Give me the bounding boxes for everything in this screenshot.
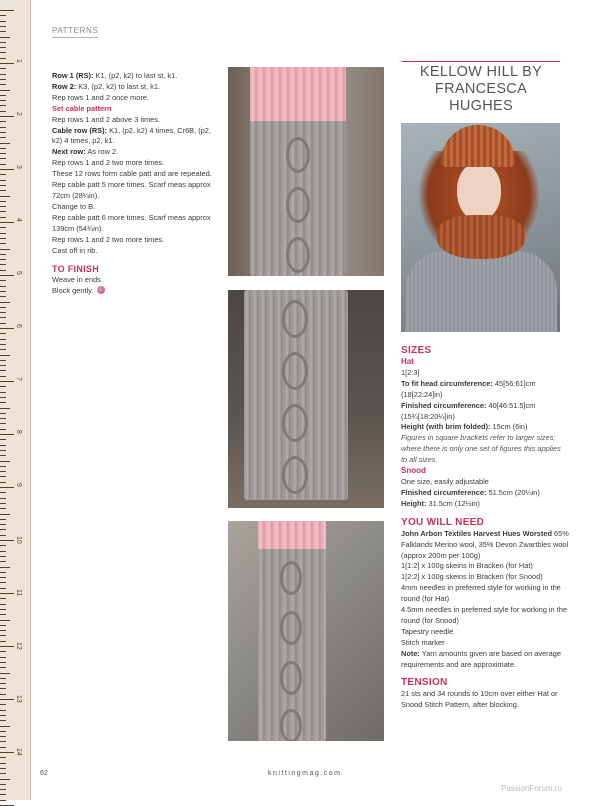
instruction-line: Change to B. — [52, 201, 96, 211]
ruler-tick — [0, 180, 6, 181]
ruler-tick — [0, 540, 14, 541]
ruler-tick — [0, 503, 6, 504]
ruler-tick — [0, 450, 6, 451]
snood-heading: Snood — [401, 466, 426, 476]
ruler-tick — [0, 307, 6, 308]
ruler-tick — [0, 196, 10, 197]
ruler-tick — [0, 731, 6, 732]
ruler-tick — [0, 148, 6, 149]
measuring-ruler — [0, 0, 31, 800]
ruler-tick — [0, 42, 6, 43]
ruler-tick — [0, 190, 6, 191]
ruler-tick — [0, 747, 6, 748]
ruler-tick — [0, 201, 6, 202]
finished-circumference: Finished circumference: 40[46:51.5]cm (15¾[18:20¼]in) — [401, 400, 536, 421]
ruler-number: 8 — [15, 430, 22, 434]
ruler-tick — [0, 47, 6, 48]
ruler-tick — [0, 487, 14, 488]
ruler-tick — [0, 556, 6, 557]
ruler-tick — [0, 137, 6, 138]
row-2: Row 2: K3, (p2, k2) to last st, k1. — [52, 81, 161, 91]
ruler-number: 7 — [15, 377, 22, 381]
ruler-tick — [0, 227, 6, 228]
ruler-tick — [0, 715, 6, 716]
ruler-tick — [0, 132, 6, 133]
ruler-tick — [0, 10, 14, 11]
ruler-tick — [0, 508, 6, 509]
instruction-line: These 12 rows form cable patt and are repeated. — [52, 169, 212, 179]
ruler-tick — [0, 582, 6, 583]
ruler-tick — [0, 121, 6, 122]
pattern-instructions — [52, 71, 222, 297]
ruler-tick — [0, 476, 6, 477]
ruler-tick — [0, 158, 6, 159]
ruler-tick — [0, 662, 6, 663]
ruler-tick — [0, 100, 6, 101]
yarn-note: Note: Yarn amounts given are based on average requirements and are approximate. — [401, 648, 561, 669]
snood-size: One size, easily adjustable — [401, 476, 489, 486]
ruler-tick — [0, 392, 6, 393]
ruler-tick — [0, 482, 6, 483]
ruler-tick — [0, 471, 6, 472]
finish-heading: TO FINISH — [52, 264, 100, 275]
ruler-tick — [0, 688, 6, 689]
tapestry-needle: Tapestry needle — [401, 626, 454, 636]
ruler-tick — [0, 577, 6, 578]
ruler-tick — [0, 264, 6, 265]
ruler-tick — [0, 667, 6, 668]
ruler-tick — [0, 710, 6, 711]
ruler-tick — [0, 233, 6, 234]
ruler-tick — [0, 683, 6, 684]
ruler-tick — [0, 402, 6, 403]
ruler-tick — [0, 763, 6, 764]
ruler-tick — [0, 614, 6, 615]
ruler-tick — [0, 296, 6, 297]
ruler-tick — [0, 275, 14, 276]
ruler-tick — [0, 699, 14, 700]
ruler-tick — [0, 317, 6, 318]
ruler-tick — [0, 254, 6, 255]
ruler-tick — [0, 779, 10, 780]
instruction-line: Rep rows 1 and 2 above 3 times. — [52, 114, 161, 124]
ruler-tick — [0, 21, 6, 22]
ruler-tick — [0, 445, 6, 446]
ruler-tick — [0, 535, 6, 536]
row-1: Row 1 (RS): K1, (p2, k2) to last st, k1. — [52, 71, 178, 80]
ruler-tick — [0, 111, 6, 112]
ruler-tick — [0, 312, 6, 313]
ruler-tick — [0, 439, 6, 440]
ruler-tick — [0, 370, 6, 371]
ruler-tick — [0, 641, 6, 642]
ruler-tick — [0, 429, 6, 430]
ruler-number: 3 — [15, 165, 22, 169]
instruction-line: Cast off in rib. — [52, 245, 98, 255]
ruler-tick — [0, 545, 6, 546]
instruction-line: Rep cable patt 6 more times. Scarf meas approx 139cm (54¾in). — [52, 212, 211, 233]
ruler-tick — [0, 105, 6, 106]
ruler-tick — [0, 757, 6, 758]
ruler-tick — [0, 74, 6, 75]
page-number: 62 — [40, 770, 48, 777]
ruler-tick — [0, 302, 10, 303]
ruler-tick — [0, 524, 6, 525]
ruler-tick — [0, 90, 10, 91]
ruler-tick — [0, 625, 6, 626]
ruler-tick — [0, 344, 6, 345]
ruler-tick — [0, 206, 6, 207]
ruler-tick — [0, 673, 10, 674]
ruler-tick — [0, 784, 6, 785]
ruler-tick — [0, 116, 14, 117]
ruler-tick — [0, 598, 6, 599]
ruler-tick — [0, 588, 6, 589]
sizes-heading: SIZES — [401, 345, 432, 356]
next-row: Next row: As row 2. — [52, 147, 119, 157]
snood-height: Height: 31.5cm (12½in) — [401, 498, 480, 508]
ruler-tick — [0, 360, 6, 361]
head-circumference: To fit head circumference: 45[56:61]cm (18[22:24]in) — [401, 378, 536, 399]
ruler-tick — [0, 768, 6, 769]
needles-4mm: 4mm needles in preferred style for working in the round (for Hat) — [401, 583, 561, 604]
ruler-number: 2 — [15, 112, 22, 116]
pattern-title: KELLOW HILL BY FRANCESCA HUGHES — [419, 64, 543, 114]
ruler-tick — [0, 349, 6, 350]
ruler-tick — [0, 68, 6, 69]
ruler-number: 9 — [15, 483, 22, 487]
finish-line: Weave in ends. — [52, 275, 103, 285]
ruler-tick — [0, 127, 6, 128]
ruler-tick — [0, 529, 6, 530]
ruler-tick — [0, 222, 14, 223]
ruler-tick — [0, 79, 6, 80]
ruler-tick — [0, 52, 6, 53]
ruler-tick — [0, 355, 10, 356]
hat-skeins: 1[1:2] x 100g skeins in Bracken (for Hat) — [401, 561, 533, 571]
ruler-tick — [0, 185, 6, 186]
ruler-tick — [0, 376, 6, 377]
set-cable-heading: Set cable pattern — [52, 103, 112, 113]
ruler-tick — [0, 604, 6, 605]
ruler-tick — [0, 397, 6, 398]
hat-heading: Hat — [401, 357, 414, 366]
ruler-tick — [0, 519, 6, 520]
cable-row: Cable row (RS): K1, (p2, k2) 4 times, Cr6B, (p2, k2) 4 times, p2, k1. — [52, 125, 211, 146]
ruler-tick — [0, 492, 6, 493]
ruler-tick — [0, 651, 6, 652]
pattern-details — [401, 344, 569, 711]
ruler-tick — [0, 434, 14, 435]
ruler-tick — [0, 720, 6, 721]
ruler-tick — [0, 211, 6, 212]
model-photo — [401, 123, 560, 332]
ruler-tick — [0, 37, 10, 38]
ruler-number: 4 — [15, 218, 22, 222]
ruler-tick — [0, 726, 10, 727]
footer-url[interactable]: knittingmag.com — [268, 770, 342, 777]
yarn-info: John Arbon Textiles Harvest Hues Worsted 65% Falklands Merino wool, 35% Devon Zwartbles wool (approx 200m per 100g) — [401, 528, 569, 560]
ruler-tick — [0, 789, 6, 790]
hat-sizes: 1[2:3] — [401, 367, 420, 377]
ruler-number: 14 — [15, 748, 22, 756]
ruler-tick — [0, 365, 6, 366]
ruler-tick — [0, 238, 6, 239]
tension-heading: TENSION — [401, 677, 448, 689]
ruler-tick — [0, 694, 6, 695]
ruler-tick — [0, 466, 6, 467]
ruler-tick — [0, 704, 6, 705]
stitch-marker: Stitch marker — [401, 637, 445, 647]
ruler-tick — [0, 280, 6, 281]
ruler-number: 13 — [15, 695, 22, 703]
ruler-tick — [0, 678, 6, 679]
ruler-tick — [0, 63, 14, 64]
ruler-tick — [0, 333, 6, 334]
ruler-number: 5 — [15, 271, 22, 275]
ruler-tick — [0, 551, 6, 552]
ruler-tick — [0, 657, 6, 658]
need-heading: YOU WILL NEED — [401, 516, 485, 528]
ruler-tick — [0, 736, 6, 737]
ruler-tick — [0, 153, 6, 154]
ruler-tick — [0, 323, 6, 324]
section-label: PATTERNS — [52, 26, 98, 38]
hat-height: Height (with brim folded): 15cm (6in) — [401, 422, 528, 432]
ruler-number: 1 — [15, 59, 22, 63]
ruler-tick — [0, 609, 6, 610]
ruler-tick — [0, 143, 10, 144]
ruler-tick — [0, 423, 6, 424]
ruler-tick — [0, 174, 6, 175]
ruler-tick — [0, 572, 6, 573]
ruler-number: 6 — [15, 324, 22, 328]
title-rule — [402, 61, 560, 62]
ruler-tick — [0, 26, 6, 27]
ruler-tick — [0, 455, 6, 456]
ruler-tick — [0, 217, 6, 218]
ruler-tick — [0, 84, 6, 85]
snood-circumference: Finished circumference: 51.5cm (20¼in) — [401, 487, 540, 497]
ruler-tick — [0, 646, 14, 647]
ruler-tick — [0, 286, 6, 287]
instruction-line: Rep rows 1 and 2 two more times. — [52, 158, 165, 168]
scarf-photo-bottom — [228, 521, 384, 741]
ruler-tick — [0, 418, 6, 419]
ruler-tick — [0, 243, 6, 244]
ruler-tick — [0, 249, 10, 250]
ruler-tick — [0, 567, 10, 568]
ruler-tick — [0, 514, 10, 515]
instruction-line: Rep cable patt 5 more times. Scarf meas approx 72cm (28¼in). — [52, 180, 211, 200]
ruler-tick — [0, 461, 10, 462]
ruler-number: 10 — [15, 536, 22, 544]
ruler-tick — [0, 270, 6, 271]
ruler-tick — [0, 630, 6, 631]
ruler-tick — [0, 169, 14, 170]
ruler-tick — [0, 413, 6, 414]
instruction-line: Rep rows 1 and 2 once more. — [52, 92, 149, 102]
ruler-tick — [0, 291, 6, 292]
ruler-tick — [0, 95, 6, 96]
scarf-photo-top — [228, 67, 384, 276]
yarn-ball-icon — [97, 286, 105, 294]
ruler-tick — [0, 381, 14, 382]
ruler-number: 11 — [15, 589, 22, 597]
sizes-note: Figures in square brackets refer to larger sizes; where there is only one set of figures this applies to all sizes. — [401, 433, 561, 465]
finish-line: Block gently. — [52, 286, 222, 297]
ruler-tick — [0, 752, 14, 753]
ruler-tick — [0, 386, 6, 387]
ruler-tick — [0, 408, 10, 409]
ruler-tick — [0, 741, 6, 742]
ruler-tick — [0, 328, 14, 329]
scarf-photo-middle — [228, 290, 384, 508]
ruler-tick — [0, 635, 6, 636]
ruler-tick — [0, 339, 6, 340]
ruler-number: 12 — [15, 642, 22, 650]
tension-text: 21 sts and 34 rounds to 10cm over either Hat or Snood Stitch Pattern, after blocking. — [401, 689, 558, 710]
ruler-tick — [0, 794, 6, 795]
snood-skeins: 1[2:2] x 100g skeins in Bracken (for Snood) — [401, 572, 543, 582]
ruler-tick — [0, 31, 6, 32]
ruler-tick — [0, 773, 6, 774]
needles-4-5mm: 4.5mm needles in preferred style for working in the round (for Snood) — [401, 605, 567, 625]
ruler-tick — [0, 498, 6, 499]
ruler-tick — [0, 164, 6, 165]
ruler-tick — [0, 58, 6, 59]
watermark: PassionForum.ru — [501, 784, 562, 793]
ruler-tick — [0, 15, 6, 16]
ruler-tick — [0, 593, 14, 594]
ruler-tick — [0, 561, 6, 562]
ruler-tick — [0, 259, 6, 260]
instruction-line: Rep rows 1 and 2 two more times. — [52, 234, 165, 244]
ruler-tick — [0, 620, 10, 621]
